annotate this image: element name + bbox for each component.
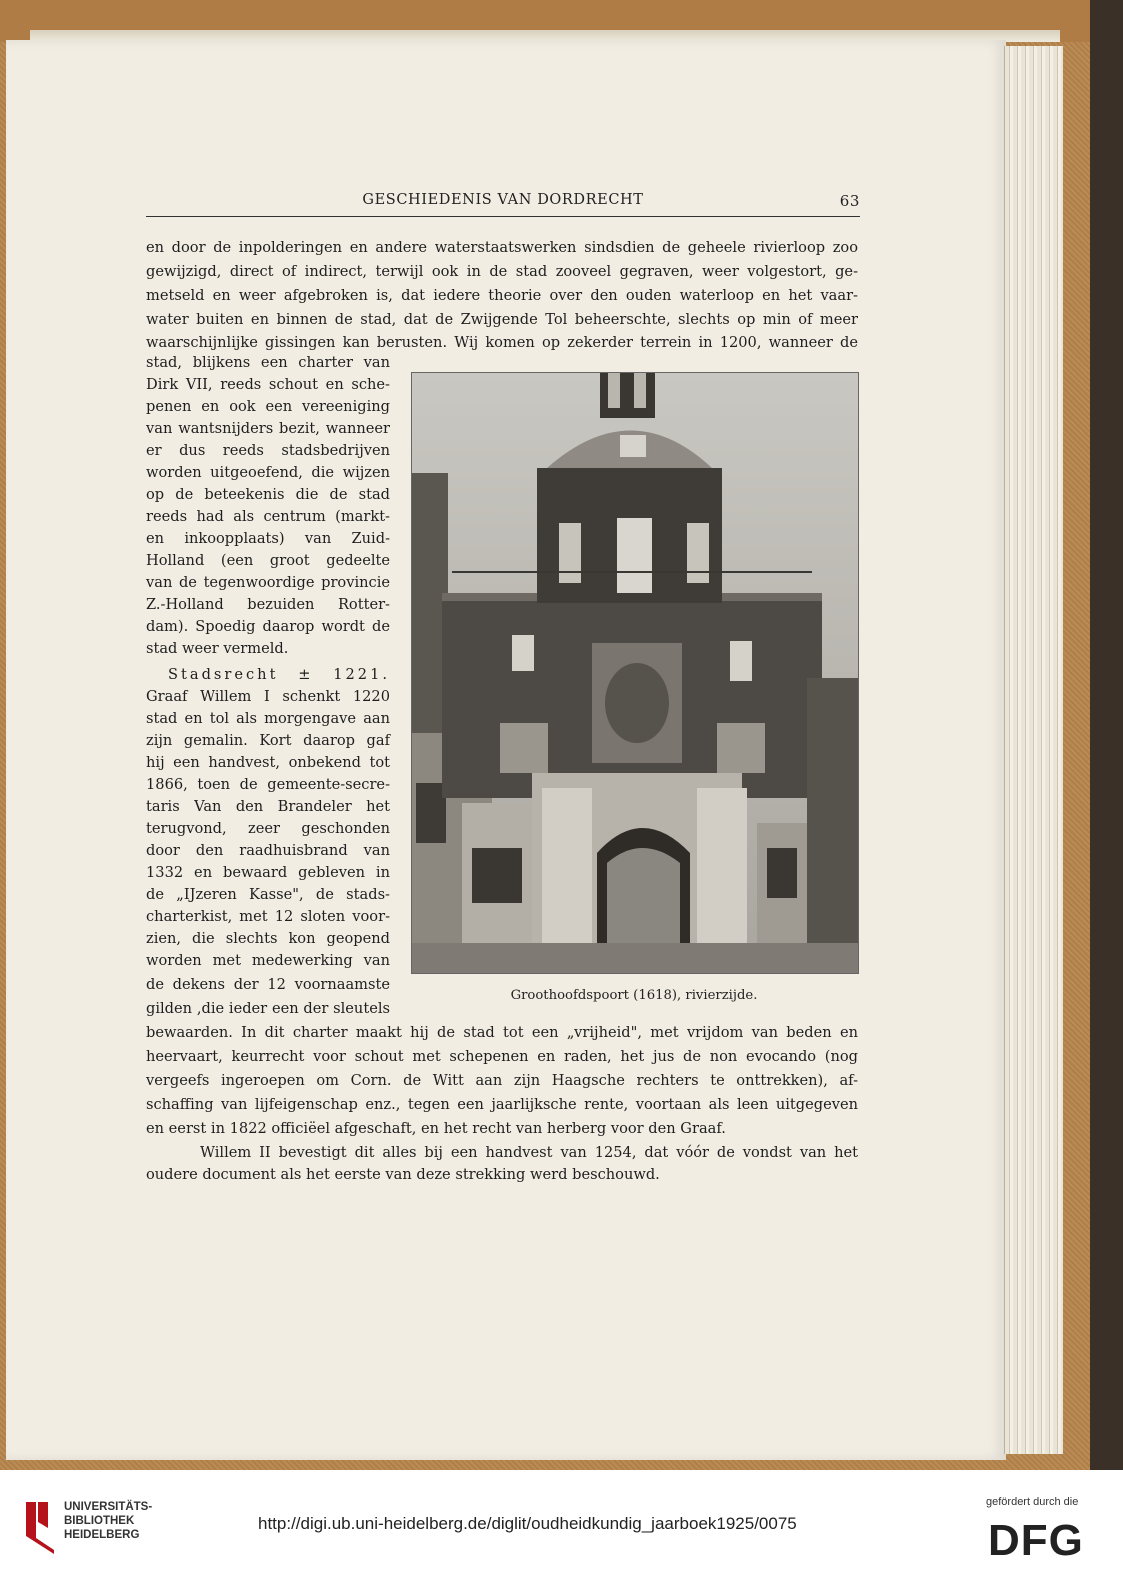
text-line: oudere document als het eerste van deze strekking werd beschouwd. [146, 1166, 660, 1183]
text-line: de „IJzeren Kasse", de stads- [146, 886, 390, 903]
text-line: gewijzigd, direct of indirect, terwijl ook in de stad zooveel gegraven, weer volgestort, ge- [146, 263, 858, 280]
text-line: van de tegenwoordige provincie [146, 574, 390, 591]
university-library-logo-icon [22, 1498, 58, 1554]
text-line: waarschijnlijke gissingen kan berusten. Wij komen op zekerder terrein in 1200, wanneer de [146, 334, 858, 351]
library-name-line: HEIDELBERG [64, 1529, 140, 1541]
text-line: stad en tol als morgengave aan [146, 710, 390, 727]
text-line: Dirk VII, reeds schout en sche- [146, 376, 390, 393]
text-line: 1866, toen de gemeente-secre- [146, 776, 390, 793]
figure-caption: Groothoofdspoort (1618), rivierzijde. [510, 988, 758, 1003]
text-line: Willem II bevestigt dit alles bij een handvest van 1254, dat vóór de vondst van het [200, 1144, 858, 1161]
book-top-edge [0, 0, 1090, 42]
text-line: worden uitgeoefend, die wijzen [146, 464, 390, 481]
text-line: stad weer vermeld. [146, 640, 289, 657]
gate-photograph [411, 372, 859, 974]
funding-note: gefördert durch die [986, 1496, 1079, 1508]
digitization-footer [0, 1470, 1123, 1590]
text-line: terugvond, zeer geschonden [146, 820, 390, 837]
text-line: bewaarden. In dit charter maakt hij de stad tot een „vrijheid", met vrijdom van beden en [146, 1024, 858, 1041]
text-line: door den raadhuisbrand van [146, 842, 390, 859]
text-line: reeds had als centrum (markt- [146, 508, 390, 525]
text-line: dam). Spoedig daarop wordt de [146, 618, 390, 635]
text-line: vergeefs ingeroepen om Corn. de Witt aan zijn Haagsche rechters te onttrekken), af- [146, 1072, 858, 1089]
running-head [146, 192, 860, 217]
page-edges [1004, 46, 1063, 1454]
text-line: en eerst in 1822 officiëel afgeschaft, en het recht van herberg voor den Graaf. [146, 1120, 726, 1137]
text-line: van wantsnijders bezit, wanneer [146, 420, 390, 437]
text-line: hij een handvest, onbekend tot [146, 754, 390, 771]
text-line: zijn gemalin. Kort daarop gaf [146, 732, 390, 749]
text-line: penen en ook een vereeniging [146, 398, 390, 415]
text-line: Z.-Holland bezuiden Rotter- [146, 596, 390, 613]
text-line: zien, die slechts kon geopend [146, 930, 390, 947]
text-line: en inkoopplaats) van Zuid- [146, 530, 390, 547]
text-line: charterkist, met 12 sloten voor- [146, 908, 390, 925]
text-line: heervaart, keurrecht voor schout met schepenen en raden, het jus de non evocando (nog [146, 1048, 858, 1065]
running-head-title: GESCHIEDENIS VAN DORDRECHT [362, 192, 644, 208]
page-number: 63 [839, 192, 860, 210]
text-line: Graaf Willem I schenkt 1220 [146, 688, 390, 705]
text-line: de dekens der 12 voornaamste [146, 976, 390, 993]
text-line: op de beteekenis die de stad [146, 486, 390, 503]
text-line: gilden ,die ieder een der sleutels [146, 1000, 390, 1017]
text-line: schaffing van lijfeigenschap enz., tegen een jaarlijksche rente, voortaan als leen uitgegeven [146, 1096, 858, 1113]
text-line: water buiten en binnen de stad, dat de Zwijgende Tol beheerschte, slechts op min of meer [146, 311, 858, 328]
text-line: worden met medewerking van [146, 952, 390, 969]
text-line: stad, blijkens een charter van [146, 354, 390, 371]
section-heading: Stadsrecht ± 1221. [168, 666, 390, 683]
library-name [64, 1500, 152, 1542]
dfg-logo: DFG [988, 1516, 1084, 1565]
text-line: 1332 en bewaard gebleven in [146, 864, 390, 881]
library-name-line: UNIVERSITÄTS- [64, 1501, 153, 1513]
text-line: en door de inpolderingen en andere waterstaatswerken sindsdien de geheele rivierloop zoo [146, 239, 858, 256]
text-line: er dus reeds stadsbedrijven [146, 442, 390, 459]
permalink-url[interactable]: http://digi.ub.uni-heidelberg.de/diglit/oudheidkundig_jaarboek1925/0075 [258, 1514, 797, 1533]
library-name-line: BIBLIOTHEK [64, 1515, 135, 1527]
text-line: taris Van den Brandeler het [146, 798, 390, 815]
text-line: metseld en weer afgebroken is, dat iedere theorie over den ouden waterloop en het vaar- [146, 287, 858, 304]
text-line: Holland (een groot gedeelte [146, 552, 390, 569]
gate-photo-drawing [412, 373, 858, 973]
